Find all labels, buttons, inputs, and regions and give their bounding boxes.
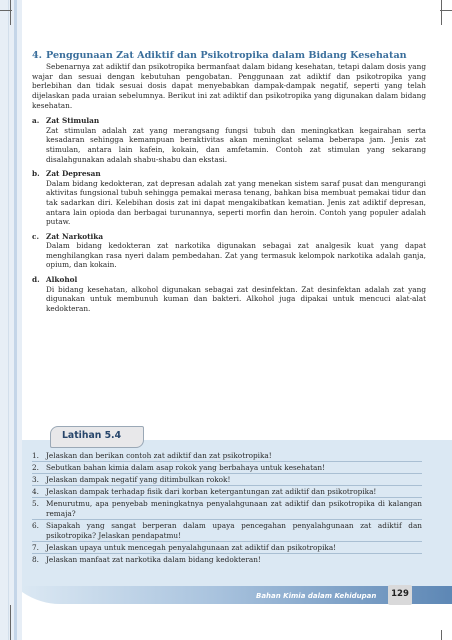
subsection-text: Dalam bidang kedokteran zat narkotika digunakan sebagai zat analgesik kuat yang dapat menghilangkan rasa nyeri dalam pembedahan. Zat yang termasuk kelompok narkotika adalah ganja, opium, dan kokain.: [46, 241, 426, 270]
question-divider: [32, 473, 422, 474]
question-item: [32, 451, 422, 461]
subsection-title: Alkohol: [46, 275, 78, 285]
question-item: [32, 463, 422, 473]
question-number: 2.: [32, 463, 39, 473]
main-content: [32, 50, 426, 318]
question-divider: [32, 541, 422, 542]
question-divider: [32, 519, 422, 520]
exercise-questions: [32, 451, 422, 565]
question-text: Siapakah yang sangat berperan dalam upaya pencegahan penyalahgunaan zat adiktif dan psikotropika? Jelaskan pendapatmu!: [46, 521, 422, 540]
footer-book-title: Bahan Kimia dalam Kehidupan: [256, 592, 377, 600]
question-divider: [32, 485, 422, 486]
section-number: 4.: [32, 50, 43, 61]
question-item: [32, 499, 422, 518]
footer-band: [0, 582, 452, 630]
subsection-letter: c.: [32, 231, 39, 241]
crop-mark: [441, 0, 442, 25]
question-number: 6.: [32, 521, 39, 531]
question-number: 1.: [32, 451, 39, 460]
question-text: Jelaskan dampak negatif yang ditimbulkan rokok!: [46, 475, 231, 485]
question-number: 7.: [32, 542, 39, 552]
subsection-narkotika: [32, 232, 426, 270]
question-number: 8.: [32, 554, 39, 564]
left-decorative-stripe: [0, 0, 22, 640]
question-number: 4.: [32, 487, 39, 497]
subsection-text: Di bidang kesehatan, alkohol digunakan sebagai zat desinfektan. Zat desinfektan adalah zat yang digunakan untuk membunuh kuman dan bakteri. Alkohol juga dipakai untuk mencuci alat-alat kedokteran.: [46, 284, 426, 313]
section-title: Penggunaan Zat Adiktif dan Psikotropika dalam Bidang Kesehatan: [46, 50, 407, 61]
subsection-title: Zat Stimulan: [46, 116, 100, 126]
subsection-letter: b.: [32, 169, 40, 179]
question-item: [32, 543, 422, 553]
subsection-letter: d.: [32, 275, 40, 285]
crop-mark: [10, 0, 11, 25]
question-divider: [32, 461, 422, 462]
question-item: [32, 487, 422, 497]
question-number: 5.: [32, 499, 39, 509]
subsection-title: Zat Depresan: [46, 169, 101, 179]
question-divider: [32, 553, 422, 554]
section-intro: Sebenarnya zat adiktif dan psikotropika bermanfaat dalam bidang kesehatan, tetapi dalam dosis yang wajar dan sesuai dengan kebutuhan pengobatan. Penggunaan zat adiktif dan psikotropika yang berlebihan dan tidak sesuai dosis dapat menyebabkan dampak-dampak negatif, seperti yang telah dijelaskan pada uraian sebelumnya. Berikut ini zat adiktif dan psikotropika yang digunakan dalam bidang kesehatan.: [32, 62, 426, 110]
question-text: Jelaskan manfaat zat narkotika dalam bidang kedokteran!: [46, 554, 261, 564]
question-item: [32, 475, 422, 485]
exercise-title: Latihan 5.4: [62, 430, 122, 441]
question-text: Jelaskan upaya untuk mencegah penyalahgunaan zat adiktif dan psikotropika!: [46, 542, 337, 552]
section-heading: [32, 50, 426, 61]
question-divider: [32, 497, 422, 498]
subsection-letter: a.: [32, 116, 40, 126]
subsection-title: Zat Narkotika: [46, 231, 104, 241]
subsection-stimulan: [32, 116, 426, 164]
question-item: [32, 521, 422, 540]
subsection-depresan: [32, 169, 426, 227]
page-number: 129: [391, 589, 409, 599]
subsection-text: Dalam bidang kedokteran, zat depresan adalah zat yang menekan sistem saraf pusat dan mengurangi aktivitas fungsional tubuh sehingga pemakai merasa tenang, bahkan bisa membuat pemakai tidur dan tak sadarkan diri. Kelebihan dosis zat ini dapat mengakibatkan kematian. Jenis zat adiktif depresan, antara lain opioda dan berbagai turunannya, seperti morfin dan heroin. Contoh yang populer adalah putaw.: [46, 178, 427, 227]
question-text: Sebutkan bahan kimia dalam asap rokok yang berbahaya untuk kesehatan!: [46, 463, 326, 473]
question-item: [32, 555, 422, 565]
subsection-alkohol: [32, 275, 426, 313]
question-text: Jelaskan dampak terhadap fisik dari korban ketergantungan zat adiktif dan psikotropika!: [46, 487, 377, 497]
question-text: Menurutmu, apa penyebab meningkatnya penyalahgunaan zat adiktif dan psikotropika di kalangan remaja?: [46, 499, 422, 518]
question-text: Jelaskan dan berikan contoh zat adiktif dan zat psikotropika!: [46, 451, 272, 460]
question-number: 3.: [32, 475, 39, 485]
subsection-text: Zat stimulan adalah zat yang merangsang fungsi tubuh dan meningkatkan kegairahan serta kesadaran sehingga kemampuan beraktivitas akan meningkat selama beberapa jam. Jenis zat stimulan, antara lain kafein, kokain, dan amfetamin. Contoh zat stimulan yang sekarang disalahgunakan adalah shabu-shabu dan ekstasi.: [46, 125, 426, 164]
